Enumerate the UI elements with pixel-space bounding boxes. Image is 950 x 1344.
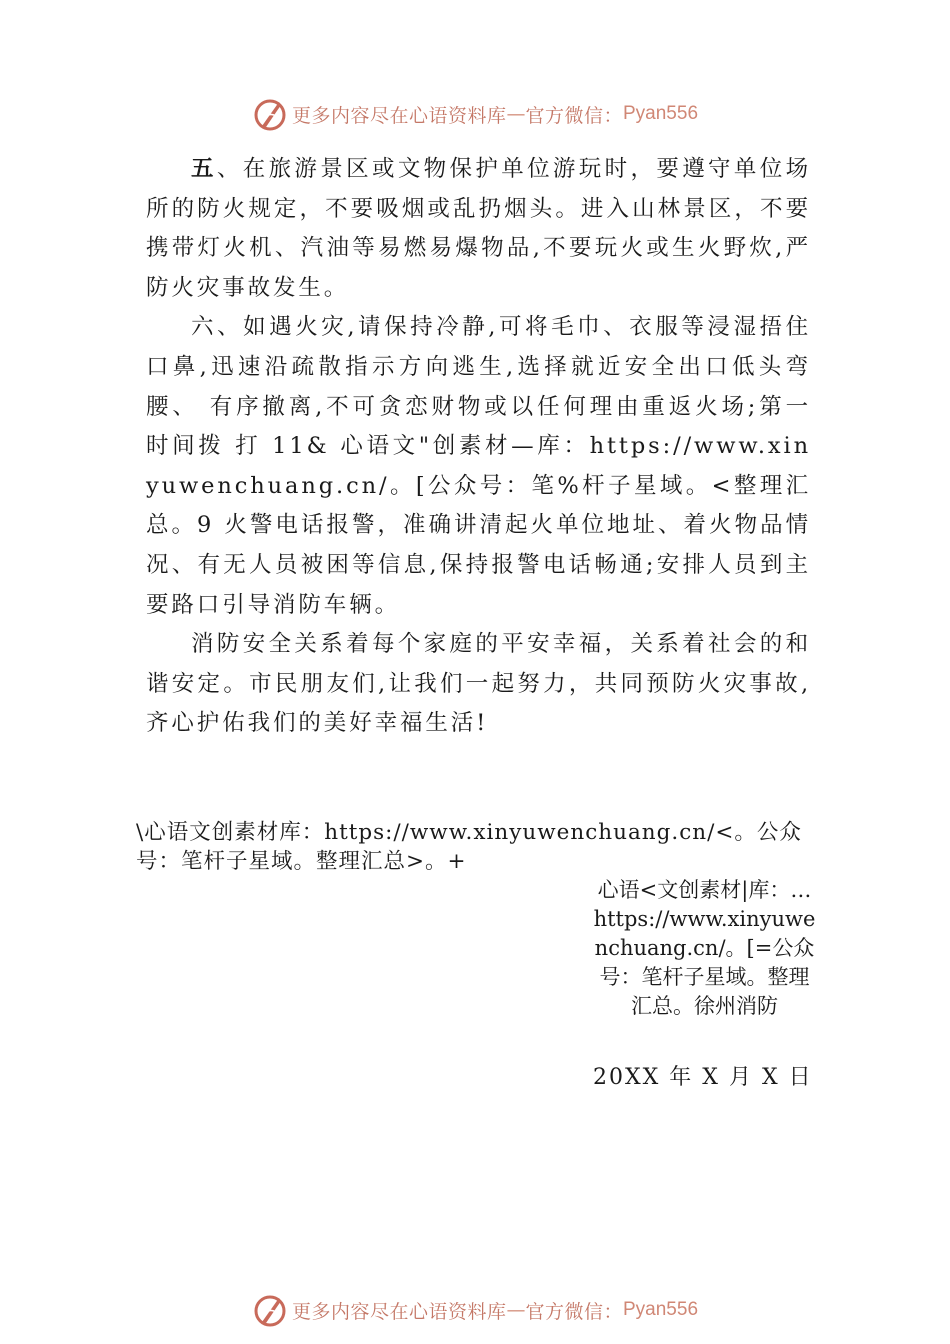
quill-seal-icon (252, 1292, 288, 1328)
footer-wechat-label: 官方微信： (525, 1300, 623, 1323)
banner-wechat-label: 官方微信： (525, 104, 623, 127)
signature-block: 心语<文创素材|库：…https://www.xinyuwenchuang.cn/。[=公众号：笔杆子星域。整理汇总。徐州消防 (593, 878, 816, 1018)
footer-main-text: 更多内容尽在心语资料库 (291, 1300, 507, 1323)
paragraph-six: 六、如遇火灾,请保持冷静,可将毛巾、衣服等浸湿捂住口鼻,迅速沿疏散指示方向逃生,选择就近安全出口低头弯腰、 有序撤离,不可贪恋财物或以任何理由重返火场;第一时间拨 打 11& 心语文"创素材—库：https://www.xinyuwenchuang.cn/。[公众号：笔%杆子星域。<整理汇总。9 火警电话报警，准确讲清起火单位地址、着火物品情况、有无人员被困等信息,保持报警电话畅通;安排人员到主 要路口引导消防车辆。 (146, 314, 811, 618)
paragraph-seven: 消防安全关系着每个家庭的平安幸福，关系着社会的和谐安定。市民朋友们,让我们一起努力，共同预防火灾事故,齐心护佑我们的美好幸福生活! (146, 631, 811, 737)
footer-dash: — (506, 1299, 526, 1321)
footer-wechat-id: Pyan556 (623, 1299, 699, 1320)
document-date: 20XX 年 X 月 X 日 (593, 1065, 813, 1090)
document-body (146, 150, 811, 744)
banner-dash: — (506, 103, 526, 125)
paragraph-five (146, 150, 811, 308)
source-note: \心语文创素材库：https://www.xinyuwenchuang.cn/<。公众号：笔杆子星域。整理汇总>。+ (136, 820, 802, 874)
footer-banner (0, 1290, 950, 1330)
quill-seal-icon (252, 96, 288, 132)
banner-main-text: 更多内容尽在心语资料库 (291, 104, 507, 127)
banner-wechat-id: Pyan556 (623, 103, 699, 124)
paragraph-five-lead: 五 (191, 156, 217, 182)
paragraph-five-text: 、在旅游景区或文物保护单位游玩时，要遵守单位场所的防火规定，不要吸烟或乱扔烟头。进入山林景区，不要携带灯火机、汽油等易燃易爆物品,不要玩火或生火野炊,严防火灾事故发生。 (146, 156, 811, 301)
header-banner (0, 94, 950, 134)
